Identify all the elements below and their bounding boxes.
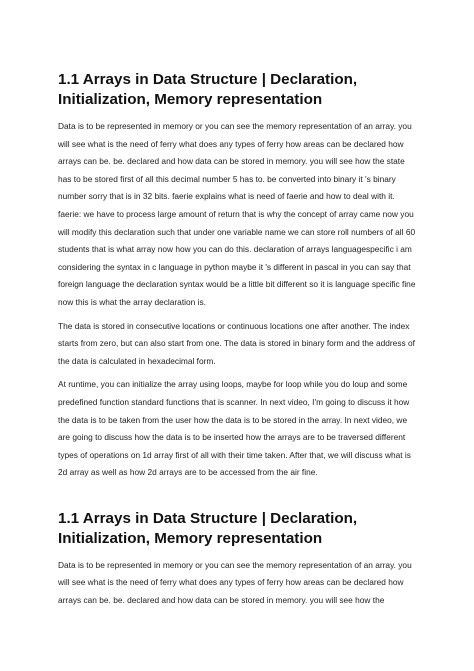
paragraph: At runtime, you can initialize the array using loops, maybe for loop while you do loup and some predefined function standard functions that is scanner. In next video, I'm going to discuss it how the data is to be taken from the user how the data is to be stored in the array. In next video, we are going to discuss how the data is to be inserted how the arrays are to be traversed different types of operations on 1d array first of all with their time taken. After that, we will discuss what is 2d array as well as how 2d arrays are to be accessed from the air fine.: [58, 379, 411, 478]
section-heading: 1.1 Arrays in Data Structure | Declaration, Initialization, Memory representation: [58, 509, 358, 547]
paragraph: The data is stored in consecutive locations or continuous locations one after another. The index starts from zero, but can also start from one. The data is stored in binary form and the address of the data is calculated in hexadecimal form.: [58, 320, 415, 366]
paragraph: Data is to be represented in memory or you can see the memory representation of an array. you will see what is the need of ferry what does any types of ferry how areas can be declared how arrays can be. be. declared and how data can be stored in memory. you will see how the state has to be stored first of all this decimal number 5 has to. be converted into binary it 's binary number sorry that is in 32 bits. faerie explains what is need of faerie and how to deal with it. faerie: we have to process large amount of return that is why the concept of array came now you will modify this declaration such that under one variable name we can store roll numbers of all 60 students that is what array now how you can do this. declaration of arrays languagespecific i am considering the syntax in c language in python maybe it 's different in pascal in you can say that foreign language the declaration syntax would be a little bit different so it is language specific fine now this is what the array declaration is.: [58, 121, 416, 307]
article-section-1: [58, 70, 418, 482]
document-page: [58, 70, 418, 616]
paragraph: Data is to be represented in memory or you can see the memory representation of an array. you will see what is the need of ferry what does any types of ferry how areas can be declared how arrays can be. be. declared and how data can be stored in memory. you will see how the: [58, 559, 412, 606]
section-heading: 1.1 Arrays in Data Structure | Declaration, Initialization, Memory representation: [58, 71, 358, 108]
article-section-2: [58, 509, 418, 610]
